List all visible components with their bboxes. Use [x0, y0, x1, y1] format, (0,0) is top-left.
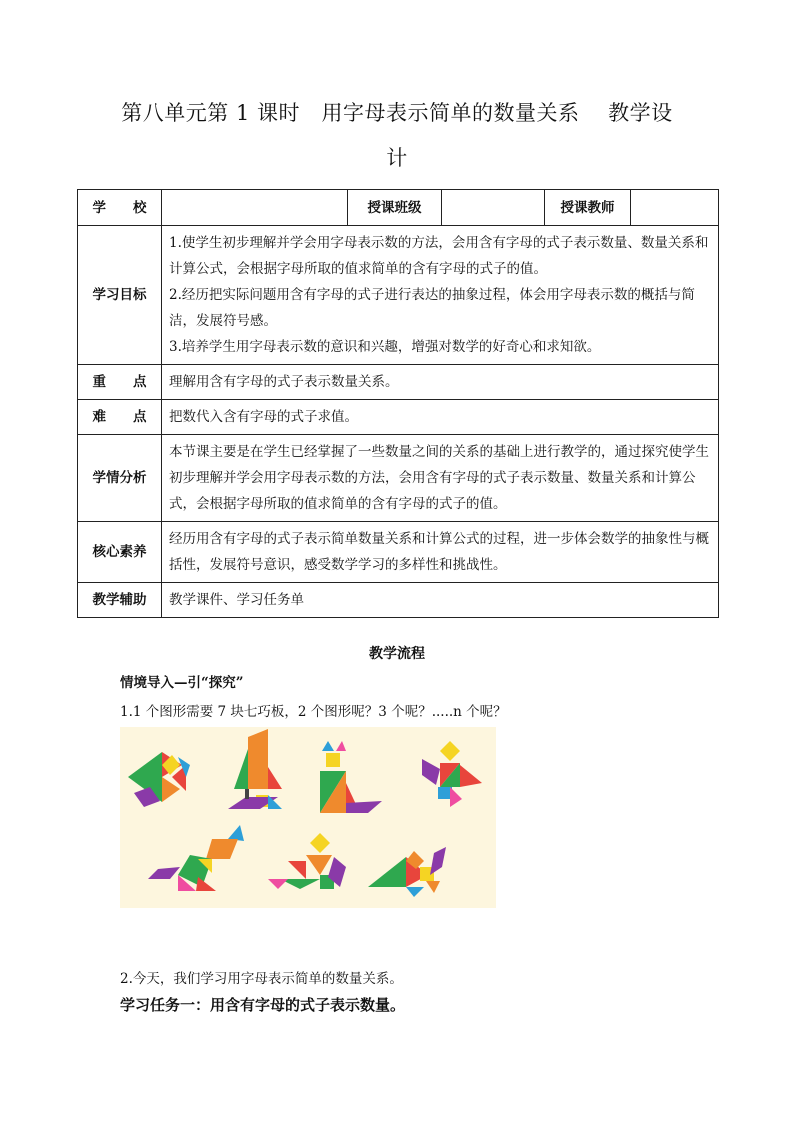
doc-title-line1: 第八单元第 1 课时 用字母表示简单的数量关系 教学设	[121, 101, 673, 125]
tangram-fish	[128, 752, 190, 807]
key-label: 重 点	[78, 365, 162, 400]
tangram-person	[422, 741, 482, 807]
tangram-sailboat	[228, 729, 282, 809]
doc-title-line2: 计	[386, 146, 408, 170]
goal-item: 1.使学生初步理解并学会用字母表示数的方法，会用含有字母的式子表示数量、数量关系和计算公式，会根据字母所取的值求简单的含有字母的式子的值。	[169, 235, 709, 277]
table-row	[78, 435, 719, 522]
table-row	[78, 522, 719, 583]
tangram-illustration	[120, 727, 496, 908]
goal-item: 2.经历把实际问题用含有字母的式子进行表达的抽象过程，体会用字母表示数的概括与简洁，发展符号感。	[169, 287, 695, 329]
goals-label: 学习目标	[78, 226, 162, 365]
table-row	[78, 365, 719, 400]
table-row	[78, 400, 719, 435]
difficult-value: 把数代入含有字母的式子求值。	[162, 400, 719, 435]
table-row	[78, 583, 719, 618]
class-label: 授课班级	[348, 190, 442, 226]
flow-title: 教学流程	[369, 646, 425, 662]
goal-item: 3.培养学生用字母表示数的意识和兴趣，增强对数学的好奇心和求知欲。	[169, 339, 601, 355]
school-label: 学 校	[78, 190, 162, 226]
question-2: 2.今天，我们学习用字母表示简单的数量关系。	[120, 971, 403, 987]
tangram-cat	[320, 741, 382, 813]
lesson-info-table	[77, 189, 719, 618]
analysis-value: 本节课主要是在学生已经掌握了一些数量之间的关系的基础上进行教学的，通过探究使学生初步理解并学会用字母表示数的方法，会用含有字母的式子表示数量、数量关系和计算公式，会根据字母所取的值求简单的含有字母的式子的值。	[162, 435, 719, 522]
teacher-label: 授课教师	[545, 190, 631, 226]
tangram-dog	[148, 825, 244, 891]
core-value: 经历用含有字母的式子表示简单数量关系和计算公式的过程，进一步体会数学的抽象性与概括性，发展符号意识，感受数学学习的多样性和挑战性。	[162, 522, 719, 583]
key-value: 理解用含有字母的式子表示数量关系。	[162, 365, 719, 400]
question-1: 1.1 个图形需要 7 块七巧板，2 个图形呢？3 个呢？.....n 个呢？	[120, 704, 507, 720]
teacher-value	[631, 190, 719, 226]
analysis-label: 学情分析	[78, 435, 162, 522]
table-row	[78, 190, 719, 226]
aids-value: 教学课件、学习任务单	[162, 583, 719, 618]
core-label: 核心素养	[78, 522, 162, 583]
difficult-label: 难 点	[78, 400, 162, 435]
class-value	[442, 190, 545, 226]
aids-label: 教学辅助	[78, 583, 162, 618]
task-1-heading: 学习任务一：用含有字母的式子表示数量。	[120, 996, 406, 1014]
tangram-bird	[368, 847, 446, 897]
tangram-sitting-figure	[268, 833, 346, 889]
table-row	[78, 226, 719, 365]
goals-cell	[162, 226, 719, 365]
school-value	[162, 190, 348, 226]
tangram-figures-image	[120, 727, 496, 908]
intro-heading: 情境导入—引“探究”	[120, 675, 244, 691]
